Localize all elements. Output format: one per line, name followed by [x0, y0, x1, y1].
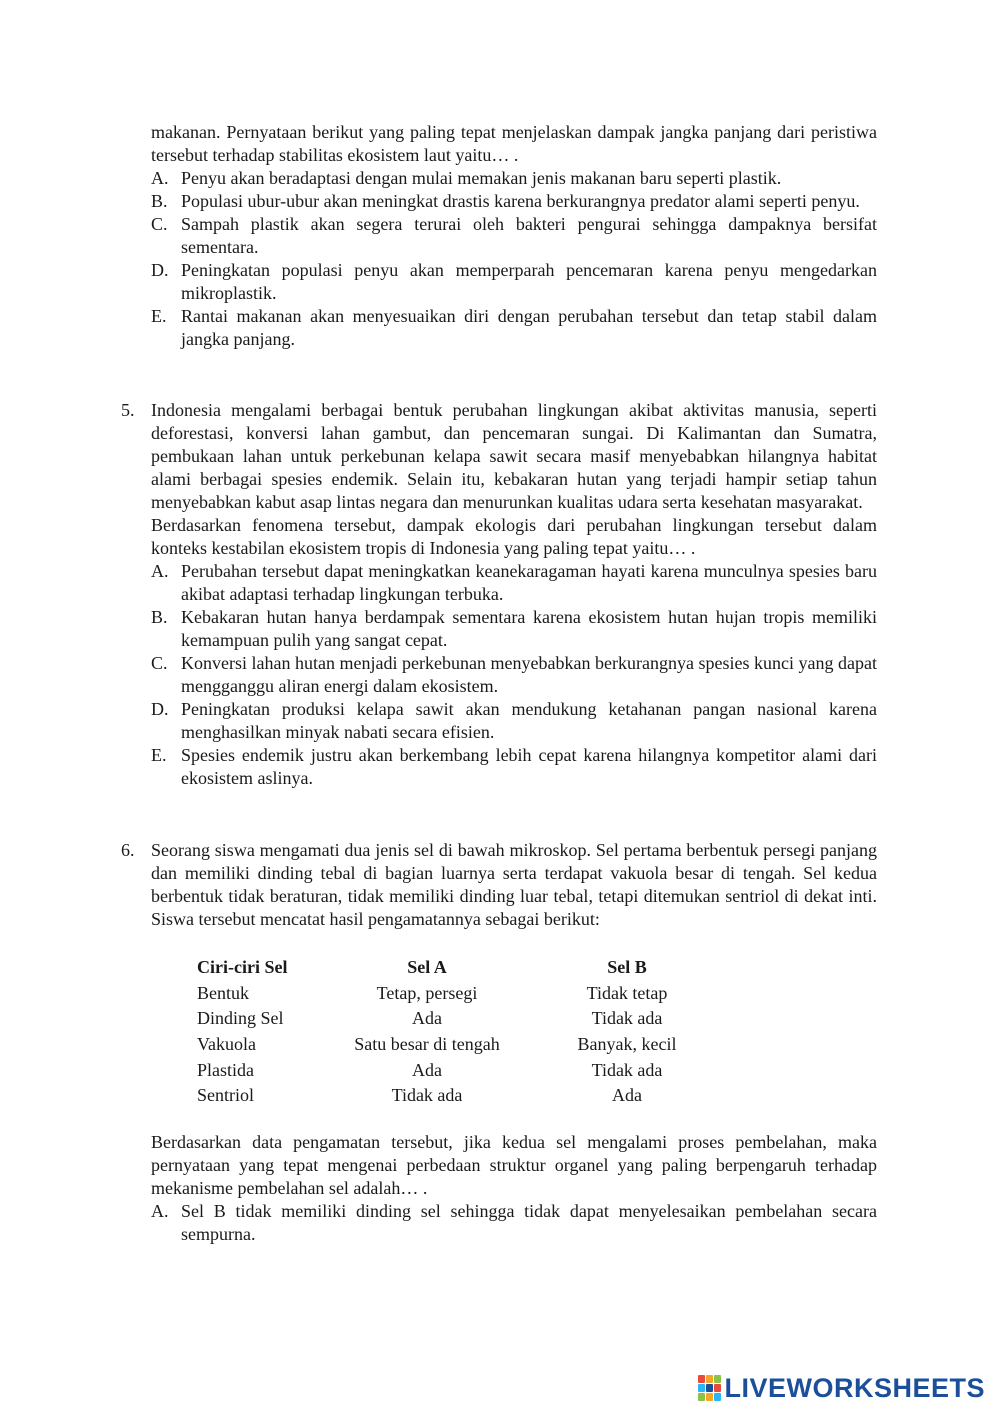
table-row [197, 1006, 727, 1032]
option-item[interactable] [151, 1200, 877, 1246]
option-letter: A. [151, 1201, 169, 1221]
table-cell: Sentriol [197, 1085, 254, 1106]
option-letter: D. [151, 260, 169, 280]
table-cell: Tidak ada [591, 1059, 663, 1080]
option-letter: E. [151, 745, 167, 765]
liveworksheets-logo-icon [698, 1375, 720, 1401]
observation-table [197, 955, 727, 1109]
option-text: Penyu akan beradaptasi dengan mulai memakan jenis makanan baru seperti plastik. [181, 168, 782, 188]
question-5-stem: Indonesia mengalami berbagai bentuk perubahan lingkungan akibat aktivitas manusia, seperti deforestasi, konversi lahan gambut, dan pencemaran sungai. Di Kalimantan dan Sumatra, pembukaan lahan untuk perkebunan kelapa sawit secara masif menyebabkan hilangnya habitat alami berbagai spesies endemik. Selain itu, kebakaran hutan yang terjadi hampir setiap tahun menyebabkan kabut asap lintas negara dan menurunkan kualitas udara serta kesehatan masyarakat. [151, 400, 877, 512]
question-6-continued [151, 1131, 877, 1246]
option-letter: E. [151, 306, 167, 326]
option-item[interactable] [151, 190, 877, 213]
table-header: Ciri-ciri Sel [197, 957, 288, 978]
question-4-stem: makanan. Pernyataan berikut yang paling tepat menjelaskan dampak jangka panjang dari peristiwa tersebut terhadap stabilitas ekosistem laut yaitu… . [151, 122, 877, 165]
table-cell: Tidak tetap [586, 982, 668, 1003]
table-cell: Tidak ada [591, 1008, 663, 1029]
table-row [197, 1083, 727, 1109]
table-row [197, 1057, 727, 1083]
question-5-intro [121, 399, 877, 514]
table-cell: Ada [412, 1008, 442, 1029]
table-row [197, 1032, 727, 1058]
option-item[interactable] [151, 744, 877, 790]
table-cell: Bentuk [197, 982, 249, 1003]
table-header-row [197, 955, 727, 981]
option-text: Peningkatan produksi kelapa sawit akan mendukung ketahanan pangan nasional karena menghasilkan minyak nabati secara efisien. [181, 699, 877, 742]
option-text: Peningkatan populasi penyu akan memperparah pencemaran karena penyu mengedarkan mikroplastik. [181, 260, 877, 303]
brand-name: LIVEWORKSHEETS [724, 1372, 985, 1403]
option-letter: D. [151, 699, 169, 719]
option-text: Sel B tidak memiliki dinding sel sehingga tidak dapat menyelesaikan pembelahan secara sempurna. [181, 1201, 877, 1244]
question-4-continuation [151, 121, 877, 351]
option-text: Spesies endemik justru akan berkembang lebih cepat karena hilangnya kompetitor alami dari ekosistem aslinya. [181, 745, 877, 788]
question-number: 6. [121, 840, 135, 860]
option-item[interactable] [151, 560, 877, 606]
question-5 [121, 399, 877, 790]
table-header: Sel B [607, 957, 647, 978]
option-item[interactable] [151, 213, 877, 259]
question-number: 5. [121, 400, 135, 420]
option-text: Rantai makanan akan menyesuaikan diri dengan perubahan tersebut dan tetap stabil dalam jangka panjang. [181, 306, 877, 349]
table-cell: Tetap, persegi [376, 982, 478, 1003]
question-5-options [151, 560, 877, 790]
option-text: Konversi lahan hutan menjadi perkebunan menyebabkan berkurangnya spesies kunci yang dapat mengganggu aliran energi dalam ekosistem. [181, 653, 877, 696]
table-cell: Vakuola [197, 1034, 256, 1055]
table-header: Sel A [407, 957, 447, 978]
table-cell: Dinding Sel [197, 1008, 284, 1029]
table-cell: Satu besar di tengah [354, 1034, 500, 1055]
table-cell: Banyak, kecil [577, 1034, 677, 1055]
option-letter: B. [151, 607, 168, 627]
option-letter: C. [151, 214, 168, 234]
table-cell: Ada [412, 1059, 442, 1080]
question-6-prompt: Berdasarkan data pengamatan tersebut, jika kedua sel mengalami proses pembelahan, maka pernyataan yang tepat mengenai perbedaan struktur organel yang paling berpengaruh terhadap mekanisme pembelahan sel adalah… . [151, 1132, 877, 1198]
question-6-intro [121, 839, 877, 931]
option-item[interactable] [151, 259, 877, 305]
table-cell: Plastida [197, 1059, 254, 1080]
option-item[interactable] [151, 167, 877, 190]
option-text: Sampah plastik akan segera terurai oleh bakteri pengurai sehingga dampaknya bersifat sementara. [181, 214, 877, 257]
table-cell: Ada [612, 1085, 642, 1106]
option-letter: C. [151, 653, 168, 673]
option-text: Populasi ubur-ubur akan meningkat drastis karena berkurangnya predator alami seperti penyu. [181, 191, 860, 211]
option-item[interactable] [151, 652, 877, 698]
question-6-stem: Seorang siswa mengamati dua jenis sel di bawah mikroskop. Sel pertama berbentuk persegi panjang dan memiliki dinding tebal di bagian luarnya serta terdapat vakuola besar di tengah. Sel kedua berbentuk tidak beraturan, tidak memiliki dinding luar tebal, tetapi ditemukan sentriol di dekat inti. Siswa tersebut mencatat hasil pengamatannya sebagai berikut: [151, 840, 877, 929]
option-letter: B. [151, 191, 168, 211]
option-letter: A. [151, 168, 169, 188]
option-text: Kebakaran hutan hanya berdampak sementara karena ekosistem hutan hujan tropis memiliki kemampuan pulih yang sangat cepat. [181, 607, 877, 650]
question-5-prompt: Berdasarkan fenomena tersebut, dampak ekologis dari perubahan lingkungan tersebut dalam konteks kestabilan ekosistem tropis di Indonesia yang paling tepat yaitu… . [151, 515, 877, 558]
liveworksheets-brand[interactable] [698, 1372, 985, 1404]
table-row [197, 981, 727, 1007]
question-4-options [151, 167, 877, 351]
option-item[interactable] [151, 698, 877, 744]
option-item[interactable] [151, 606, 877, 652]
table-cell: Tidak ada [391, 1085, 463, 1106]
question-6-options [151, 1200, 877, 1246]
option-item[interactable] [151, 305, 877, 351]
question-6 [121, 839, 877, 931]
option-letter: A. [151, 561, 169, 581]
option-text: Perubahan tersebut dapat meningkatkan keanekaragaman hayati karena munculnya spesies baru akibat adaptasi terhadap lingkungan terbuka. [181, 561, 877, 604]
